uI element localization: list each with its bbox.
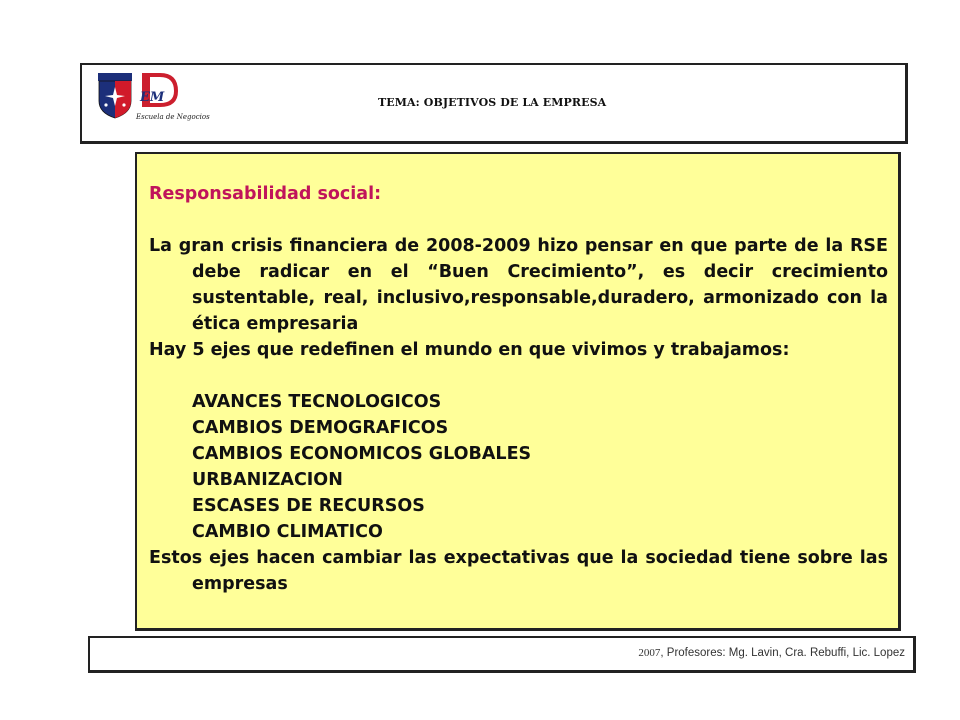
logo-monogram: EM [140,90,165,105]
crisis-paragraph: La gran crisis financiera de 2008-2009 hizo pensar en que parte de la RSE debe radicar en el “Buen Crecimiento”, es decir crecimiento sustentable, real, inclusivo,responsable,duradero, armonizado con la ética empresaria [149,236,888,334]
header-banner [80,63,908,144]
ejes-intro: Hay 5 ejes que redefinen el mundo en que vivimos y trabajamos: [149,340,790,360]
eje-item: CAMBIOS ECONOMICOS GLOBALES [192,444,532,464]
eje-item: CAMBIOS DEMOGRAFICOS [192,418,449,438]
section-heading: Responsabilidad social: [149,184,382,204]
footer-banner [88,636,916,673]
content-panel [135,152,901,631]
ejes-list [149,389,888,545]
footer-year: 2007 [638,647,661,659]
logo-caption: Escuela de Negocios [136,113,210,121]
escuela-de-negocios-logo [134,71,210,123]
eje-item: URBANIZACION [192,470,343,490]
eje-item: ESCASES DE RECURSOS [192,496,425,516]
slide-body [149,181,888,597]
footer-credits [638,647,905,659]
university-shield-logo [98,73,132,119]
expectations-paragraph: Estos ejes hacen cambiar las expectativas que la sociedad tiene sobre las empresas [149,548,888,594]
eje-item: AVANCES TECNOLOGICOS [192,392,442,412]
eje-item: CAMBIO CLIMATICO [192,522,383,542]
footer-professors: , Profesores: Mg. Lavin, Cra. Rebuffi, Lic. Lopez [660,647,905,659]
spacer [149,363,888,389]
topic-title: TEMA: OBJETIVOS DE LA EMPRESA [378,96,607,109]
